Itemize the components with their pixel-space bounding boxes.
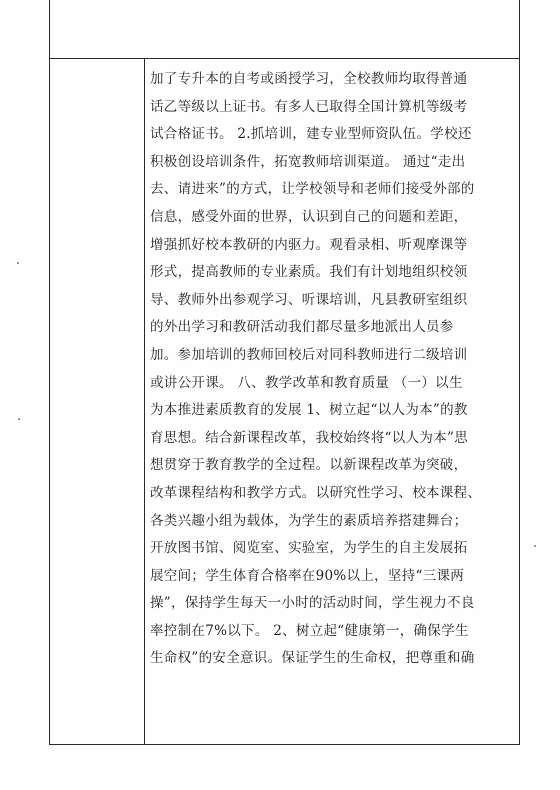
text-line: 育思想。结合新课程改革，我校始终将“以人为本”思 [150, 429, 469, 446]
text-line: 率控制在7%以下。 2、树立起“健康第一，确保学生 [150, 622, 469, 639]
text-line: 操”，保持学生每天一小时的活动时间，学生视力不良 [150, 595, 475, 612]
text-line: 加了专升本的自考或函授学习，全校教师均取得普通 [150, 71, 468, 87]
text-line: 信息，感受外面的世界，认识到自己的问题和差距， [150, 208, 468, 225]
text-line: 各类兴趣小组为载体，为学生的素质培养搭建舞台； [150, 512, 468, 529]
text-line: 试合格证书。 2.抓培训，建专业型师资队伍。学校还 [150, 126, 472, 143]
text-line: 形式，提高教师的专业素质。我们有计划地组织校领 [150, 264, 468, 281]
text-line: 或讲公开课。 八、教学改革和教育质量 （一）以生 [150, 374, 463, 391]
text-line: 加。参加培训的教师回校后对同科教师进行二级培训 [150, 346, 468, 363]
text-line: 积极创设培训条件，拓宽教师培训渠道。 通过“走出 [150, 153, 466, 170]
table-label-column [49, 58, 145, 745]
text-line: 导、教师外出参观学习、听课培训，凡县教研室组织 [150, 291, 468, 308]
table-content-cell [150, 66, 512, 673]
text-line: 为本推进素质教育的发展 1、树立起“以人为本”的教 [150, 402, 468, 419]
text-line: 去、请进来”的方式，让学校领导和老师们接受外部的 [150, 181, 475, 198]
text-line: 生命权”的安全意识。保证学生的生命权，把尊重和确 [150, 650, 475, 667]
text-line: 增强抓好校本教研的内驱力。观看录相、听观摩课等 [150, 236, 468, 253]
scan-speck [534, 545, 536, 547]
scan-speck [17, 262, 19, 264]
text-line: 改革课程结构和教学方式。以研究性学习、校本课程、 [150, 484, 482, 501]
text-line: 话乙等级以上证书。有多人已取得全国计算机等级考 [150, 98, 468, 115]
text-line: 想贯穿于教育教学的全过程。以新课程改革为突破， [150, 457, 468, 474]
text-line: 开放图书馆、阅览室、实验室，为学生的自主发展拓 [150, 540, 468, 557]
scan-speck [18, 418, 20, 420]
text-line: 的外出学习和教研活动我们都尽量多地派出人员参 [150, 319, 454, 336]
text-line: 展空间；学生体育合格率在90%以上，坚持“三课两 [150, 567, 465, 584]
